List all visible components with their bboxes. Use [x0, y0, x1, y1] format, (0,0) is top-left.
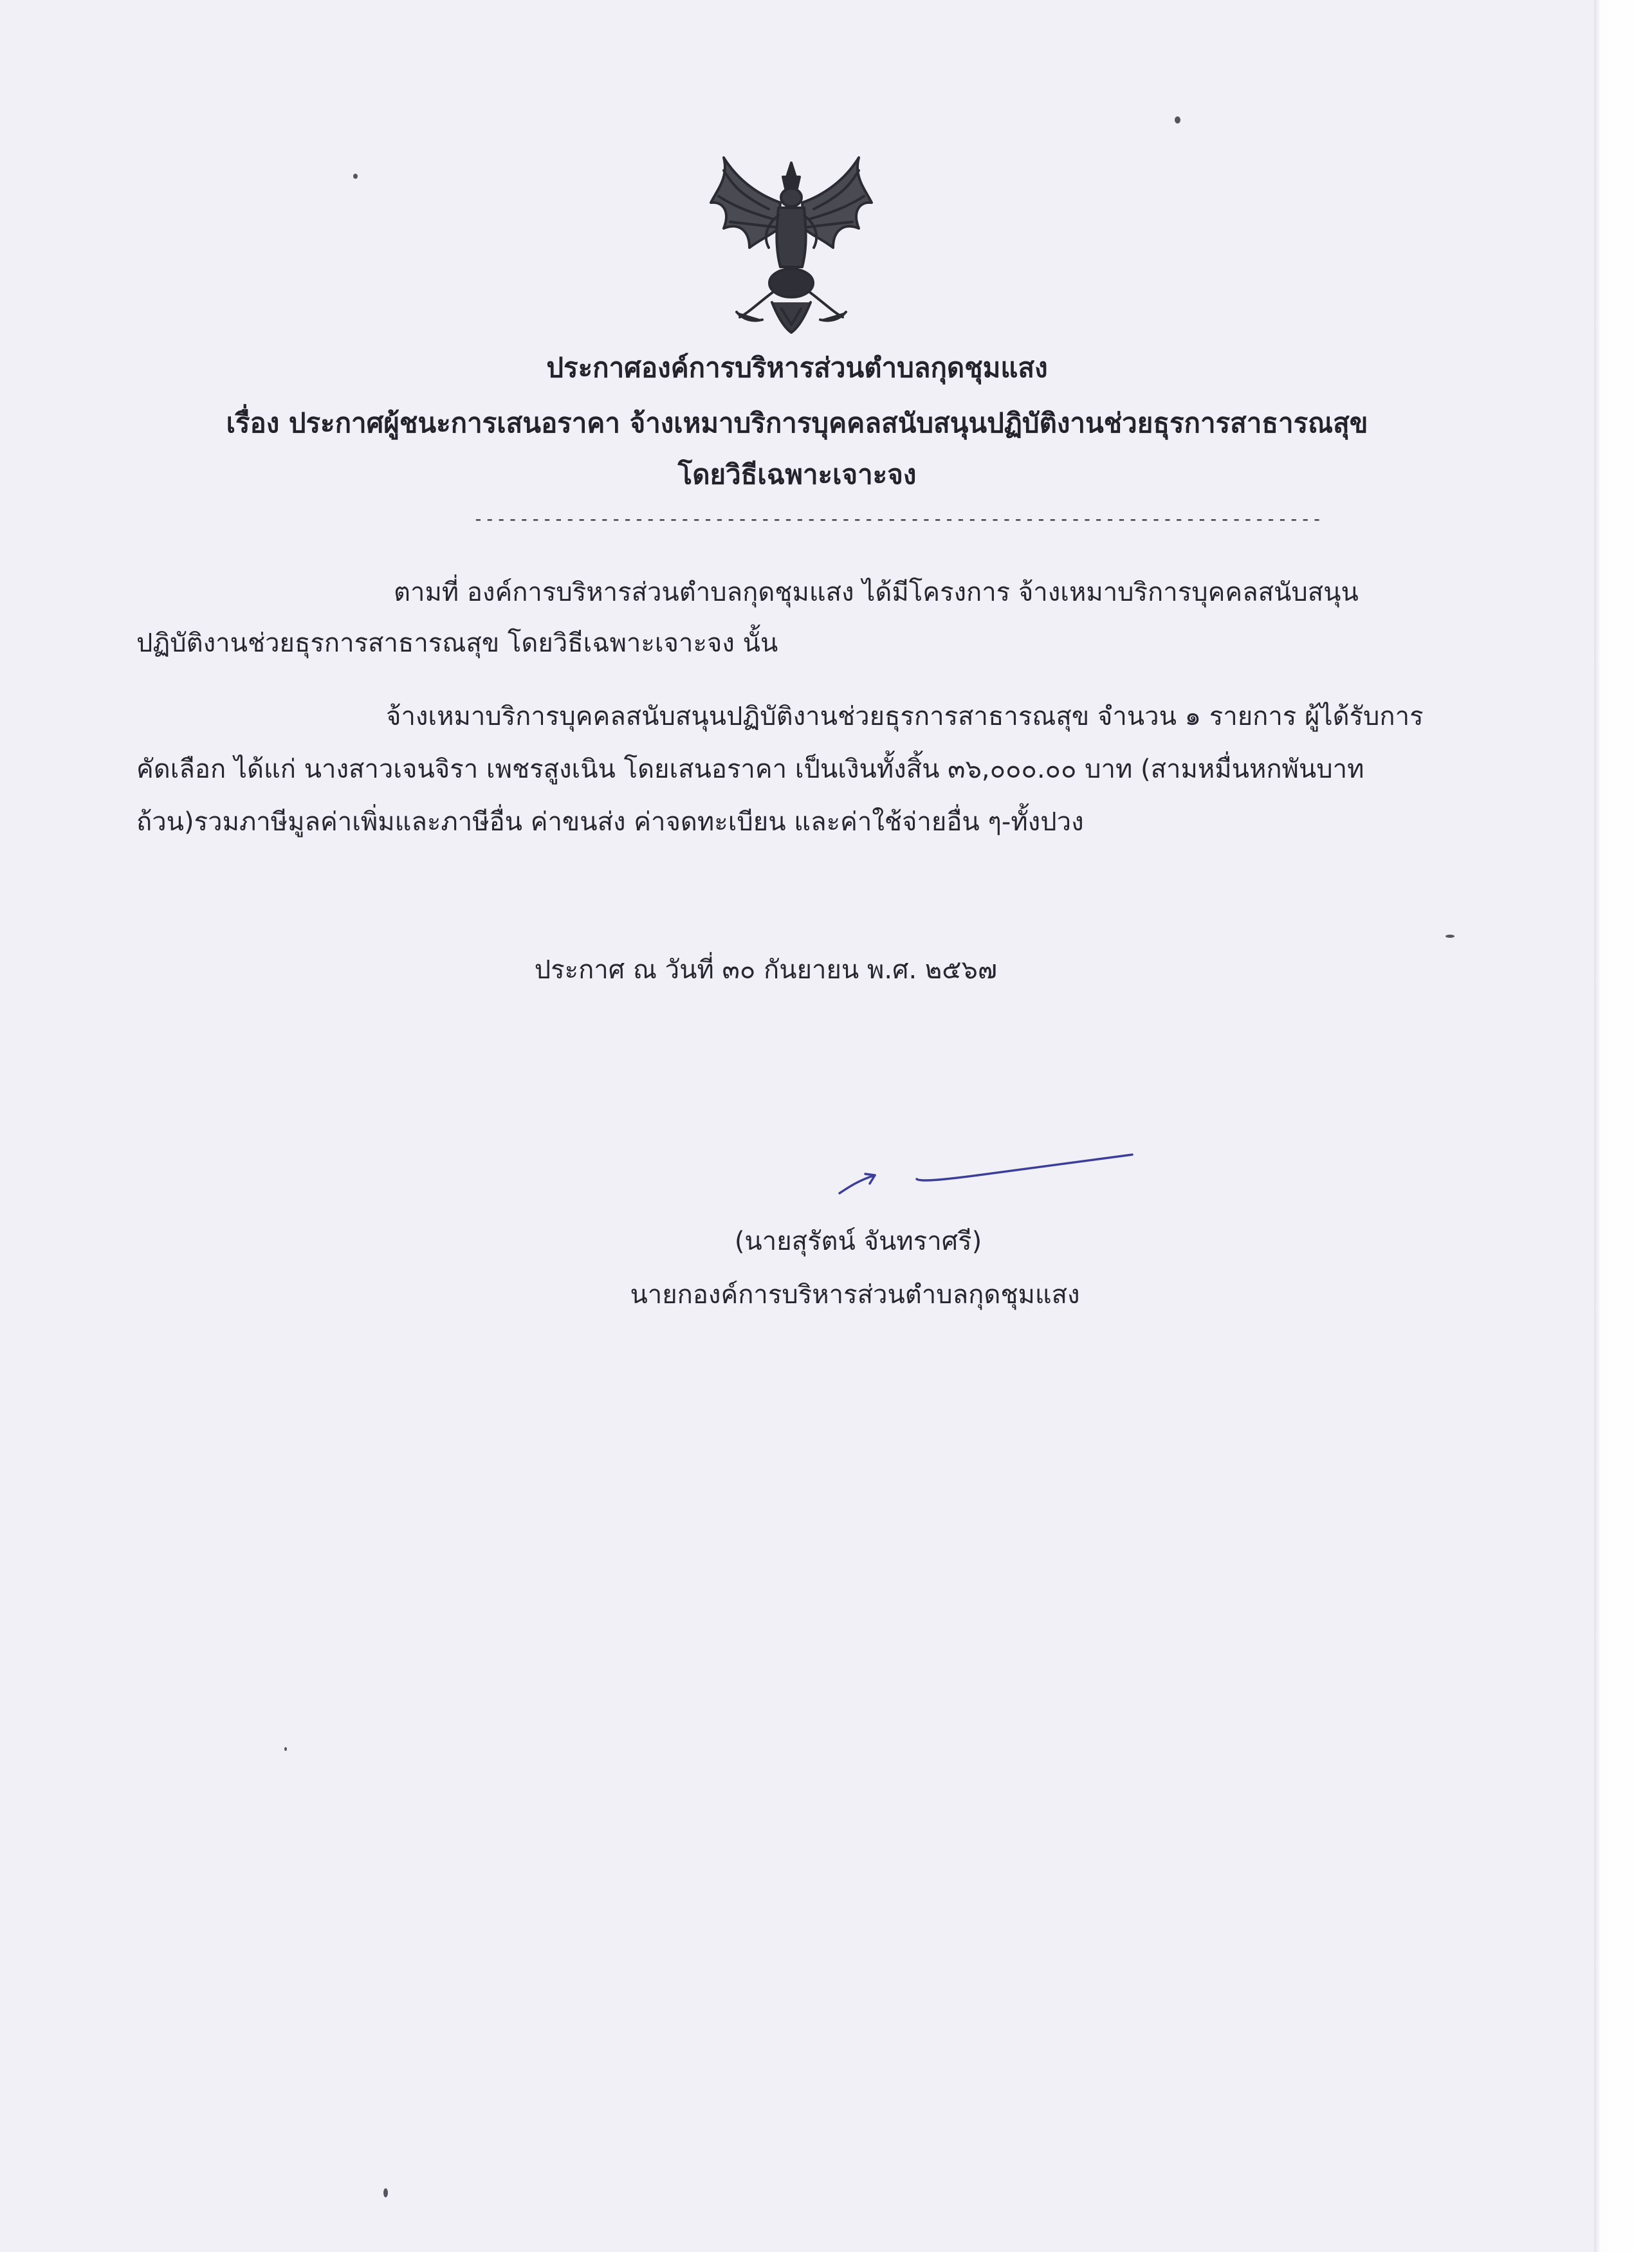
- page-edge: [1594, 0, 1640, 2252]
- signatory-position: นายกองค์การบริหารส่วนตำบลกุดชุมแสง: [630, 1280, 1080, 1310]
- paragraph-2-line-2: คัดเลือก ได้แก่ นางสาวเจนจิรา เพชรสูงเนิน โดยเสนอราคา เป็นเงินทั้งสิ้น ๓๖,๐๐๐.๐๐ บาท (สามหมื่นหกพันบาท: [136, 755, 1364, 784]
- signature-mark: [830, 1135, 1139, 1206]
- announcement-method: โดยวิธีเฉพาะเจาะจง: [677, 459, 917, 490]
- announcement-subject: เรื่อง ประกาศผู้ชนะการเสนอราคา จ้างเหมาบริการบุคคลสนับสนุนปฏิบัติงานช่วยธุรการสาธารณสุข: [226, 407, 1368, 439]
- scan-speck: [353, 174, 358, 179]
- paragraph-1-line-2: ปฏิบัติงานช่วยธุรการสาธารณสุข โดยวิธีเฉพาะเจาะจง นั้น: [136, 628, 778, 658]
- scan-speck: [1446, 935, 1455, 938]
- announcement-title: ประกาศองค์การบริหารส่วนตำบลกุดชุมแสง: [546, 352, 1048, 383]
- paragraph-2-line-3: ถ้วน)รวมภาษีมูลค่าเพิ่มและภาษีอื่น ค่าขนส่ง ค่าจดทะเบียน และค่าใช้จ่ายอื่น ๆ-ทั้งปวง: [136, 807, 1084, 837]
- scan-speck: [284, 1747, 287, 1751]
- scan-speck: [383, 2188, 388, 2197]
- announcement-date: ประกาศ ณ วันที่ ๓๐ กันยายน พ.ศ. ๒๕๖๗: [534, 955, 997, 985]
- garuda-emblem-icon: [704, 151, 878, 338]
- paragraph-1-line-1: ตามที่ องค์การบริหารส่วนตำบลกุดชุมแสง ได้มีโครงการ จ้างเหมาบริการบุคคลสนับสนุน: [394, 578, 1359, 607]
- divider: --------------------------------------------------------------------------: [473, 508, 1323, 529]
- scan-speck: [1175, 116, 1180, 124]
- signatory-name: (นายสุรัตน์ จันทราศรี): [734, 1227, 982, 1256]
- paragraph-2-line-1: จ้างเหมาบริการบุคคลสนับสนุนปฏิบัติงานช่วยธุรการสาธารณสุข จำนวน ๑ รายการ ผู้ได้รับการ: [386, 702, 1424, 731]
